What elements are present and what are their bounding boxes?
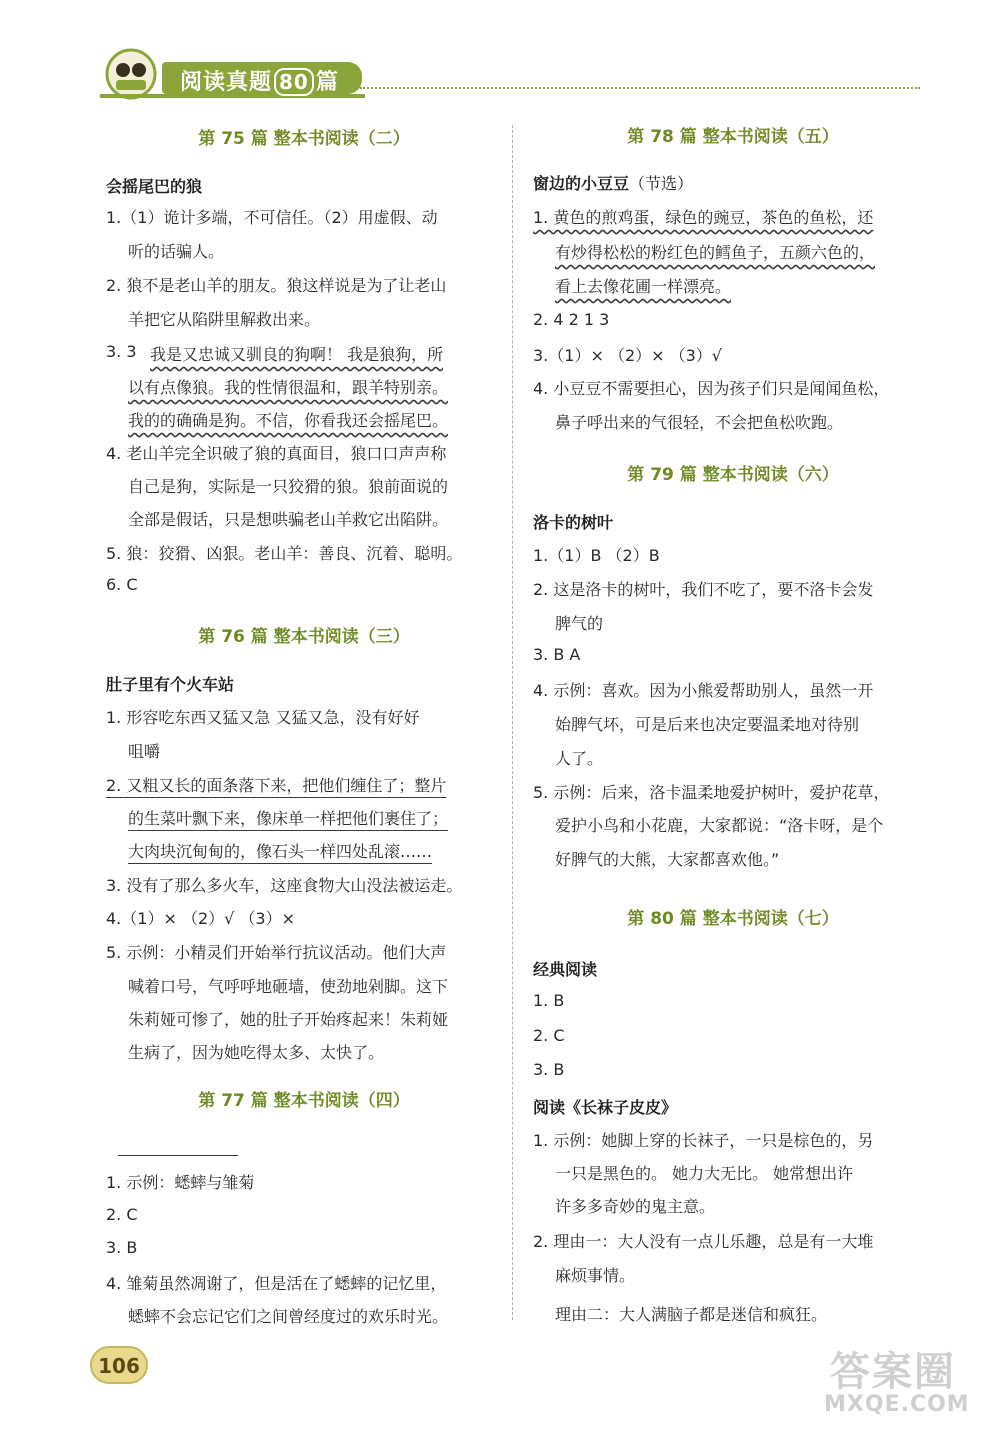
answer-line: 1.（1）诡计多端，不可信任。（2）用虚假、动 xyxy=(106,208,438,227)
answer-line: 2. 4 2 1 3 xyxy=(533,310,610,329)
underlined-quote: 大肉块沉甸甸的，像石头一样四处乱滚…… xyxy=(128,842,433,861)
header-dotted-rule xyxy=(360,87,920,89)
answer-line: 1. 示例：她脚上穿的长袜子，一只是棕色的，另 xyxy=(533,1131,874,1150)
underlined-quote: 的生菜叶飘下来，像床单一样把他们裹住了； xyxy=(128,809,449,828)
answer-line: 麻烦事情。 xyxy=(555,1266,636,1285)
underlined-quote: 以有点像狼。我的性情很温和，跟羊特别亲。 xyxy=(128,378,449,397)
page-number-badge xyxy=(90,1346,148,1384)
column-divider xyxy=(512,125,513,1320)
answer-line: 3.（1）× （2）× （3）√ xyxy=(533,346,722,365)
watermark-url: MXQE.COM xyxy=(824,1392,970,1417)
answer-line: 理由二：大人满脑子都是迷信和疯狂。 xyxy=(555,1305,828,1324)
answer-line: 3. B xyxy=(106,1238,138,1257)
answer-line: 2. C xyxy=(106,1205,138,1224)
watermark-logo-text: 答案圈 xyxy=(830,1349,956,1395)
section-80-subtitle: 经典阅读 xyxy=(533,960,598,979)
section-76-subtitle: 肚子里有个火车站 xyxy=(106,675,235,694)
answer-line: 5. 示例：后来，洛卡温柔地爱护树叶，爱护花草， xyxy=(533,783,890,802)
answer-line: 5. 示例：小精灵们开始举行抗议活动。他们大声 xyxy=(106,943,447,962)
answer-line: 1. 形容吃东西又猛又急 又猛又急，没有好好 xyxy=(106,708,420,727)
page-header xyxy=(100,40,920,100)
answer-line: 4.（1）× （2）√ （3）× xyxy=(106,909,295,928)
answer-line: 许多多奇妙的鬼主意。 xyxy=(555,1197,716,1216)
answer-line: 爱护小鸟和小花鹿，大家都说：“洛卡呀，是个 xyxy=(555,816,884,835)
answer-line: 自己是狗，实际是一只狡猾的狼。狼前面说的 xyxy=(128,477,449,496)
answer-line: 始脾气坏，可是后来也决定要温柔地对待别 xyxy=(555,715,860,734)
answer-line: 人了。 xyxy=(555,749,604,768)
watermark xyxy=(820,1340,990,1425)
underlined-quote: 我的的确确是狗。不信，你看我还会摇尾巴。 xyxy=(128,411,449,430)
answer-line: 2. 这是洛卡的树叶，我们不吃了，要不洛卡会发 xyxy=(533,580,874,599)
answer-line: 2. C xyxy=(533,1026,565,1045)
answer-line: 3. B xyxy=(533,1060,565,1079)
underlined-quote: 2. 又粗又长的面条落下来，把他们缠住了；整片 xyxy=(106,776,447,795)
section-75-title: 第 75 篇 整本书阅读（二） xyxy=(198,129,410,149)
answer-line: 1.（1）B （2）B xyxy=(533,546,660,565)
answer-line: 羊把它从陷阱里解救出来。 xyxy=(128,310,321,329)
underlined-quote: 看上去像花圃一样漂亮。 xyxy=(555,277,732,296)
series-title: 阅读真题 80 篇 xyxy=(180,70,339,95)
answer-line: 6. C xyxy=(106,575,138,594)
answer-line: 1. B xyxy=(533,991,565,1010)
section-79-subtitle: 洛卡的树叶 xyxy=(533,513,614,532)
answer-line: 蟋蟀不会忘记它们之间曾经度过的欢乐时光。 xyxy=(128,1307,449,1326)
section-78-subtitle: 窗边的小豆豆（节选） xyxy=(533,174,694,193)
answer-line: 4. 雏菊虽然凋谢了，但是活在了蟋蟀的记忆里， xyxy=(106,1274,447,1293)
answer-line: 听的话骗人。 xyxy=(128,242,225,261)
footnote-rule xyxy=(118,1155,238,1156)
answer-line: 好脾气的大熊，大家都喜欢他。” xyxy=(555,850,780,869)
answer-line: 生病了，因为她吃得太多、太快了。 xyxy=(128,1043,385,1062)
answer-line: 朱莉娅可惨了，她的肚子开始疼起来！朱莉娅 xyxy=(128,1010,449,1029)
answer-line: 一只是黑色的。 她力大无比。 她常想出许 xyxy=(555,1164,854,1183)
section-80-subtitle-2: 阅读《长袜子皮皮》 xyxy=(533,1098,678,1117)
answer-line: 全部是假话，只是想哄骗老山羊救它出陷阱。 xyxy=(128,510,449,529)
series-banner xyxy=(162,62,362,94)
answer-line: 4. 老山羊完全识破了狼的真面目，狼口口声声称 xyxy=(106,444,447,463)
answer-line: 3. 3 xyxy=(106,342,137,361)
answer-line: 1. 示例：蟋蟀与雏菊 xyxy=(106,1173,255,1192)
answer-line: 4. 小豆豆不需要担心，因为孩子们只是闻闻鱼松， xyxy=(533,379,890,398)
answer-line: 喊着口号，气呼呼地砸墙，使劲地剁脚。这下 xyxy=(128,977,449,996)
answer-line: 5. 狼：狡猾、凶狠。老山羊：善良、沉着、聪明。 xyxy=(106,544,463,563)
underlined-quote: 1. 黄色的煎鸡蛋，绿色的豌豆，茶色的鱼松，还 xyxy=(533,208,874,227)
underlined-quote: 有炒得松松的粉红色的鳕鱼子，五颜六色的， xyxy=(555,243,876,262)
answer-line: 咀嚼 xyxy=(128,742,161,761)
section-79-title: 第 79 篇 整本书阅读（六） xyxy=(627,465,839,485)
answer-line: 鼻子呼出来的气很轻，不会把鱼松吹跑。 xyxy=(555,413,844,432)
answer-line: 2. 狼不是老山羊的朋友。狼这样说是为了让老山 xyxy=(106,276,447,295)
answer-line: 2. 理由一：大人没有一点儿乐趣，总是有一大堆 xyxy=(533,1232,874,1251)
reading-children-logo xyxy=(100,44,162,100)
answer-line: 脾气的 xyxy=(555,614,604,633)
section-80-title: 第 80 篇 整本书阅读（七） xyxy=(627,909,839,929)
page-number: 106 xyxy=(98,1354,140,1378)
answer-line: 4. 示例：喜欢。因为小熊爱帮助别人，虽然一开 xyxy=(533,681,874,700)
section-78-title: 第 78 篇 整本书阅读（五） xyxy=(627,127,839,147)
underlined-quote: 我是又忠诚又驯良的狗啊！ 我是狼狗，所 xyxy=(150,345,444,364)
section-77-title: 第 77 篇 整本书阅读（四） xyxy=(198,1091,410,1111)
section-76-title: 第 76 篇 整本书阅读（三） xyxy=(198,627,410,647)
section-75-subtitle: 会摇尾巴的狼 xyxy=(106,177,203,196)
answer-line: 3. B A xyxy=(533,645,581,664)
answer-line: 3. 没有了那么多火车，这座食物大山没法被运走。 xyxy=(106,876,463,895)
